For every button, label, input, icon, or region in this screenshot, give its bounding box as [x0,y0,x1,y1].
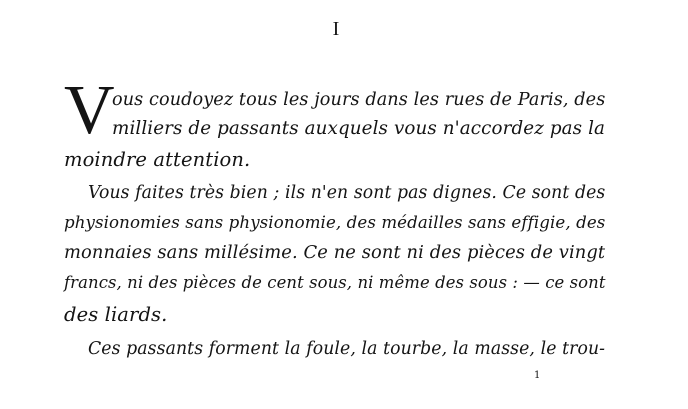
text-line-4: Vous faites très bien ; ils n'en sont pas dignes. Ce sont des [88,183,606,203]
chapter-heading: I [332,18,340,40]
text-line-1: ous coudoyez tous les jours dans les rues de Paris, des [112,90,606,110]
text-line-8: des liards. [64,303,168,326]
text-line-2: milliers de passants auxquels vous n'accordez pas la [112,118,606,139]
text-line-6: monnaies sans millésime. Ce ne sont ni des pièces de vingt [64,242,606,263]
text-line-5: physionomies sans physionomie, des médailles sans effigie, des [64,213,606,232]
signature-mark: 1 [534,370,541,381]
text-line-9: Ces passants forment la foule, la tourbe, la masse, le trou- [88,339,606,359]
text-line-7: francs, ni des pièces de cent sous, ni même des sous : — ce sont [64,273,606,292]
text-line-3: moindre attention. [64,148,251,171]
drop-cap: V [64,72,115,149]
